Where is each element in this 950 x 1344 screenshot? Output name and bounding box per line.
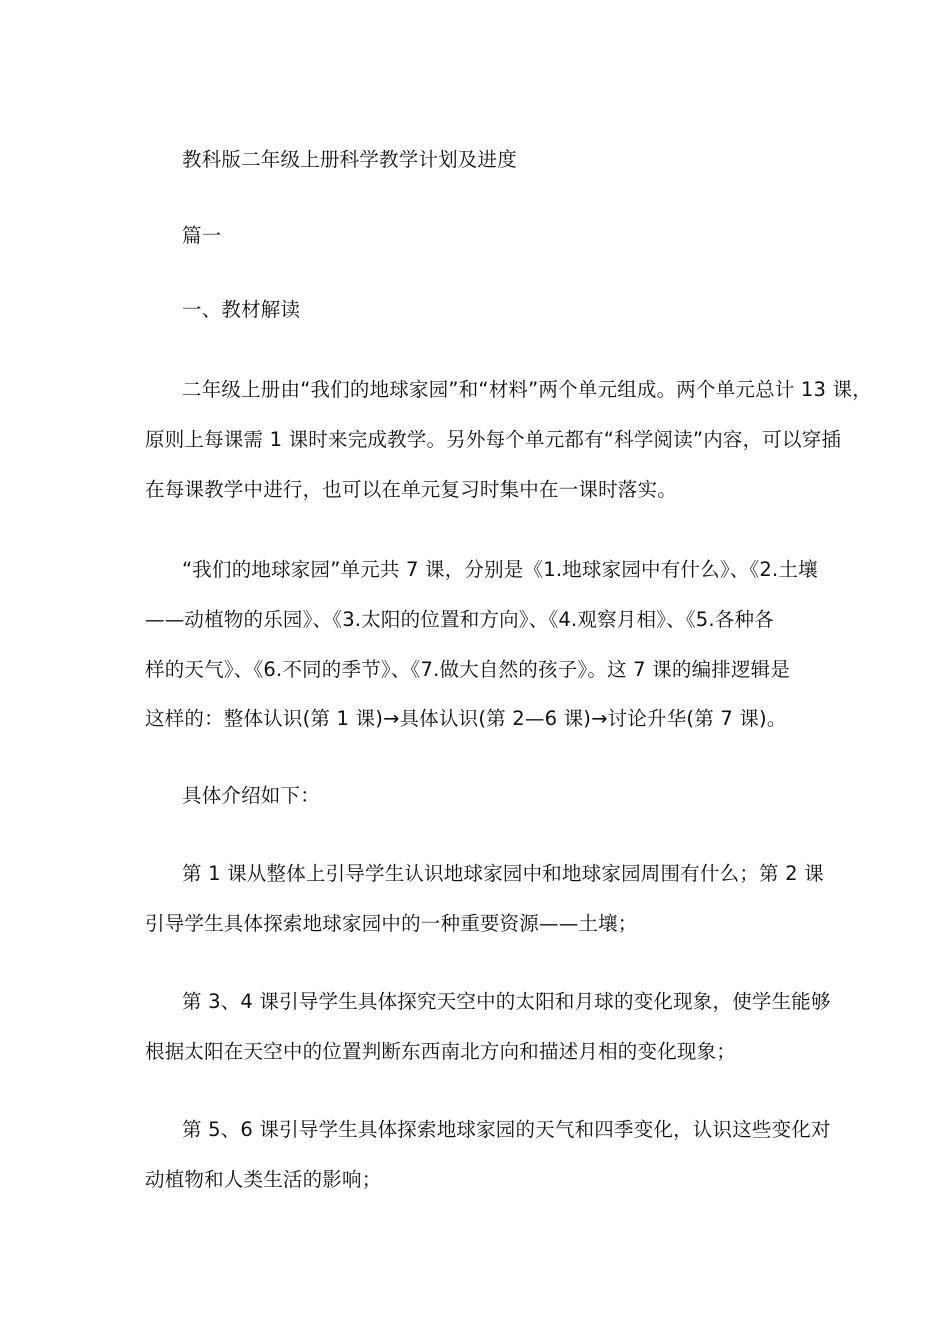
paragraph-line: “我们的地球家园”单元共 7 课，分别是《1.地球家园中有什么》、《2.土壤 <box>182 558 818 581</box>
part-label: 篇一 <box>182 224 222 247</box>
section-heading: 一、教材解读 <box>182 298 301 321</box>
paragraph-line: 这样的：整体认识(第 1 课)→具体认识(第 2—6 课)→讨论升华(第 7 课)。 <box>145 707 787 730</box>
paragraph-line: 动植物和人类生活的影响； <box>145 1168 382 1191</box>
paragraph-line: 二年级上册由“我们的地球家园”和“材料”两个单元组成。两个单元总计 13 课， <box>182 378 872 401</box>
paragraph-line: 在每课教学中进行，也可以在单元复习时集中在一课时落实。 <box>145 478 677 501</box>
paragraph-line: 第 1 课从整体上引导学生认识地球家园中和地球家园周围有什么；第 2 课 <box>182 862 824 885</box>
paragraph-line: 具体介绍如下： <box>182 784 320 807</box>
paragraph-line: 原则上每课需 1 课时来完成教学。另外每个单元都有“科学阅读”内容，可以穿插 <box>145 428 842 451</box>
paragraph-line: 引导学生具体探索地球家园中的一种重要资源——土壤； <box>145 912 638 935</box>
document-title: 教科版二年级上册科学教学计划及进度 <box>182 148 517 171</box>
paragraph-line: 样的天气》、《6.不同的季节》、《7.做大自然的孩子》。这 7 课的编排逻辑是 <box>145 658 791 681</box>
paragraph-line: 第 3、4 课引导学生具体探究天空中的太阳和月球的变化现象，使学生能够 <box>182 990 831 1013</box>
paragraph-line: ——动植物的乐园》、《3.太阳的位置和方向》、《4.观察月相》、《5.各种各 <box>145 608 774 631</box>
paragraph-line: 根据太阳在天空中的位置判断东西南北方向和描述月相的变化现象； <box>145 1040 737 1063</box>
paragraph-line: 第 5、6 课引导学生具体探索地球家园的天气和四季变化，认识这些变化对 <box>182 1118 831 1141</box>
